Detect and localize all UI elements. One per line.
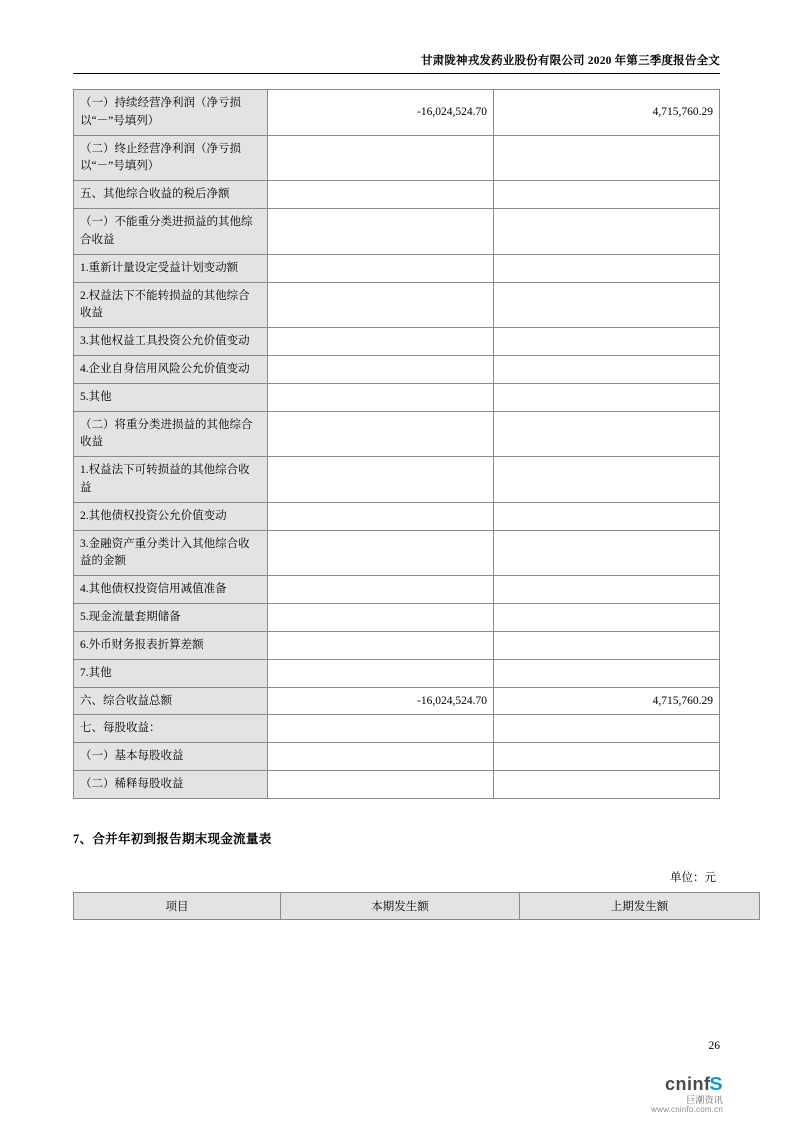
table-row [74,457,720,503]
row-value-current [268,457,494,503]
row-value-previous [494,530,720,576]
table-row [74,355,720,383]
column-header-current: 本期发生额 [281,892,520,919]
row-value-current [268,383,494,411]
logo-wordmark [651,1075,723,1095]
table-row [74,181,720,209]
row-value-previous [494,604,720,632]
page-header [73,0,720,68]
row-value-previous [494,181,720,209]
header-divider [73,73,720,74]
cninfo-logo [651,1075,723,1114]
row-value-previous [494,576,720,604]
table-row [74,576,720,604]
table-row [74,502,720,530]
table-row [74,383,720,411]
row-value-previous [494,328,720,356]
table-row [74,659,720,687]
row-value-previous [494,355,720,383]
row-label: （二）将重分类进损益的其他综合收益 [74,411,268,457]
row-value-current [268,743,494,771]
table-row [74,743,720,771]
row-label: 七、每股收益： [74,715,268,743]
row-value-previous [494,743,720,771]
column-header-item: 项目 [74,892,281,919]
row-value-current [268,502,494,530]
section-title: 7、合并年初到报告期末现金流量表 [73,831,272,846]
row-value-current [268,659,494,687]
row-value-previous [494,135,720,181]
row-value-previous [494,715,720,743]
row-value-current [268,576,494,604]
row-label: 5.现金流量套期储备 [74,604,268,632]
table-row [74,604,720,632]
row-value-current: -16,024,524.70 [268,687,494,715]
table-row [74,530,720,576]
row-value-current [268,355,494,383]
row-value-previous [494,631,720,659]
page-number: 26 [708,1040,720,1052]
row-value-current [268,209,494,255]
row-value-previous: 4,715,760.29 [494,90,720,136]
table-row [74,687,720,715]
logo-url: www.cninfo.com.cn [651,1104,723,1114]
row-label: 7.其他 [74,659,268,687]
table-row [74,254,720,282]
row-value-current [268,181,494,209]
table-row [74,328,720,356]
row-label: （一）基本每股收益 [74,743,268,771]
row-value-previous [494,411,720,457]
table-row [74,90,720,136]
table-row [74,209,720,255]
row-value-current [268,631,494,659]
row-value-current [268,328,494,356]
row-value-previous [494,659,720,687]
row-label: （一）不能重分类进损益的其他综合收益 [74,209,268,255]
logo-subtitle: 巨潮资讯 [686,1094,723,1105]
table-row [74,770,720,798]
row-label: 6.外币财务报表折算差额 [74,631,268,659]
logo-text: cninf [664,1074,711,1094]
table-row [74,135,720,181]
row-label: （二）终止经营净利润（净亏损以“－”号填列） [74,135,268,181]
row-value-previous [494,254,720,282]
row-label: （二）稀释每股收益 [74,770,268,798]
row-value-current [268,135,494,181]
row-label: 1.重新计量设定受益计划变动额 [74,254,268,282]
row-label: 4.企业自身信用风险公允价值变动 [74,355,268,383]
row-label: 六、综合收益总额 [74,687,268,715]
header-title: 甘肃陇神戎发药业股份有限公司 2020 年第三季度报告全文 [420,55,720,67]
row-value-previous [494,282,720,328]
row-value-current [268,715,494,743]
row-value-previous [494,502,720,530]
row-value-previous: 4,715,760.29 [494,687,720,715]
row-label: （一）持续经营净利润（净亏损以“－”号填列） [74,90,268,136]
row-label: 4.其他债权投资信用减值准备 [74,576,268,604]
row-value-previous [494,209,720,255]
logo-mark-icon: S [709,1074,724,1094]
row-label: 2.权益法下不能转损益的其他综合收益 [74,282,268,328]
row-label: 五、其他综合收益的税后净额 [74,181,268,209]
row-value-previous [494,770,720,798]
row-label: 2.其他债权投资公允价值变动 [74,502,268,530]
table-row [74,411,720,457]
row-label: 3.其他权益工具投资公允价值变动 [74,328,268,356]
column-header-previous: 上期发生额 [520,892,760,919]
table-row [74,631,720,659]
row-value-current [268,530,494,576]
row-value-current [268,604,494,632]
table-row [74,282,720,328]
row-value-current [268,770,494,798]
row-value-current [268,411,494,457]
row-label: 3.金融资产重分类计入其他综合收益的金额 [74,530,268,576]
income-statement-table [73,89,720,799]
row-value-previous [494,383,720,411]
unit-label: 单位：元 [670,871,716,884]
cashflow-table [73,892,760,920]
row-value-current [268,282,494,328]
row-value-current: -16,024,524.70 [268,90,494,136]
table-row [74,892,760,919]
row-value-current [268,254,494,282]
row-label: 5.其他 [74,383,268,411]
row-label: 1.权益法下可转损益的其他综合收益 [74,457,268,503]
row-value-previous [494,457,720,503]
table-row [74,715,720,743]
